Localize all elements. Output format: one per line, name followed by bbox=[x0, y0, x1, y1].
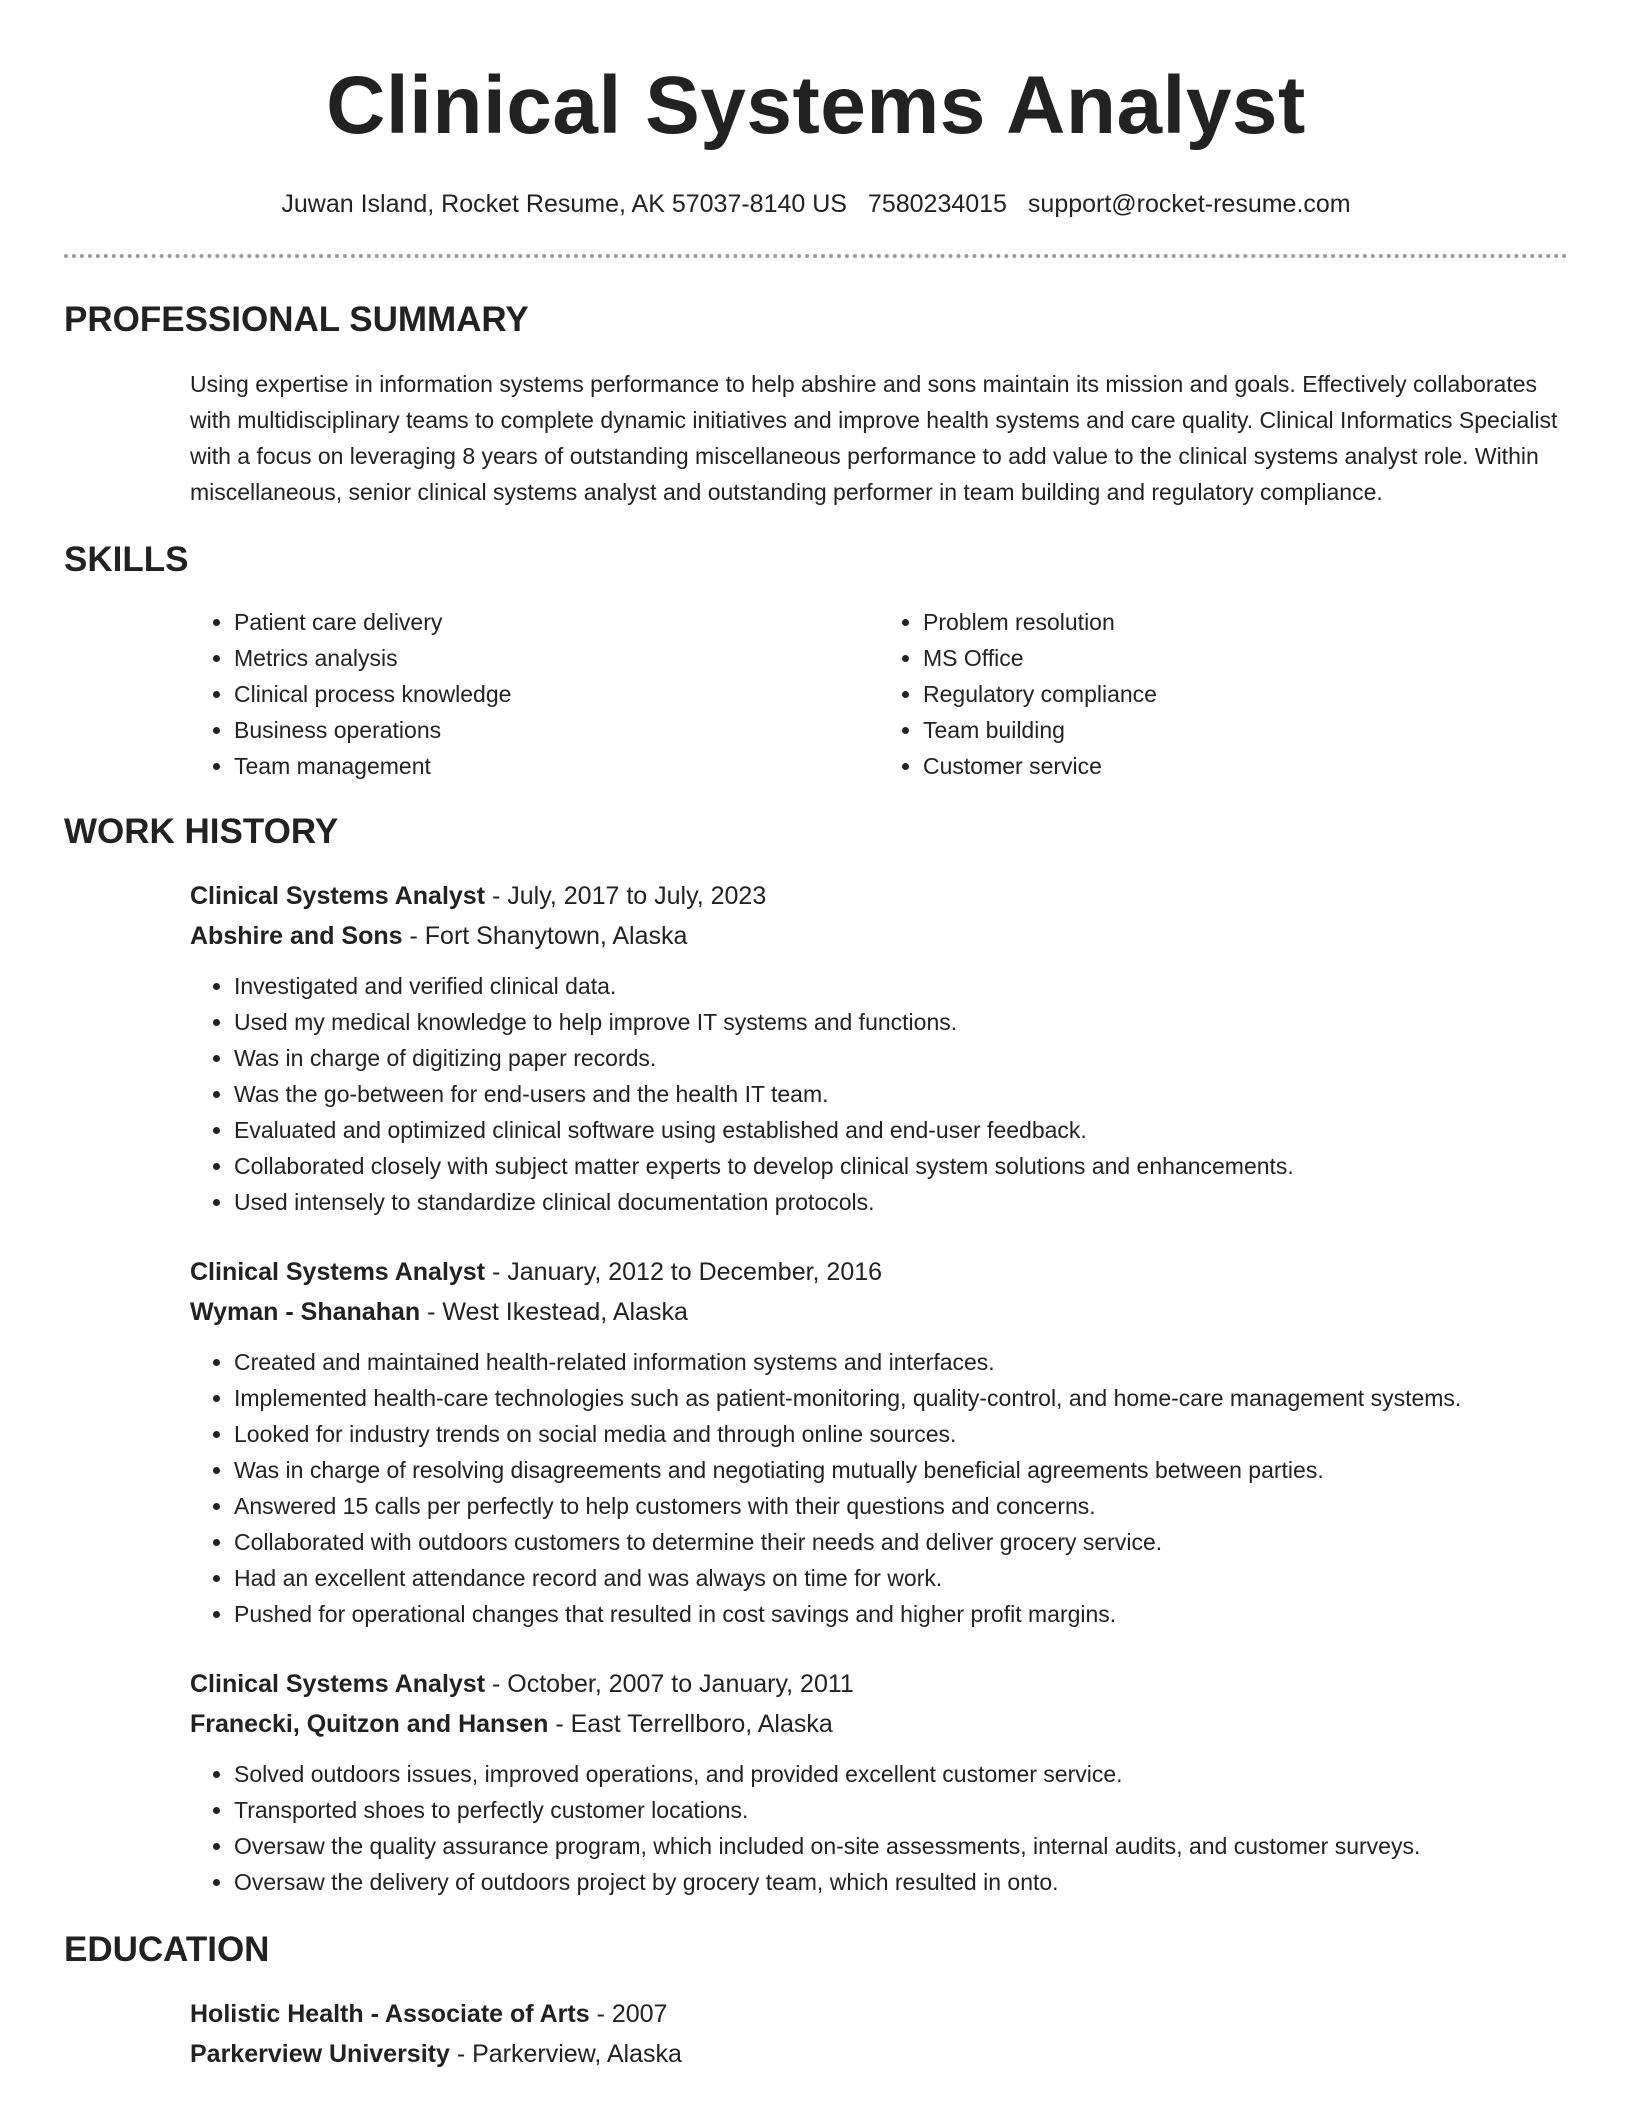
skill-item: • Metrics analysis bbox=[234, 640, 879, 676]
section-title-work-history: WORK HISTORY bbox=[64, 812, 339, 851]
skill-item: • Regulatory compliance bbox=[923, 676, 1568, 712]
job-bullet: • Transported shoes to perfectly customer locations. bbox=[234, 1792, 1568, 1828]
job-dates: - October, 2007 to January, 2011 bbox=[485, 1670, 854, 1698]
section-title-education: EDUCATION bbox=[64, 1930, 270, 1969]
job-bullets bbox=[190, 1344, 1568, 1632]
job-bullet: • Investigated and verified clinical data. bbox=[234, 968, 1568, 1004]
job-bullet: • Pushed for operational changes that resulted in cost savings and higher profit margins. bbox=[234, 1596, 1568, 1632]
job-company: Wyman - Shanahan bbox=[190, 1298, 421, 1326]
job-bullet: • Was in charge of resolving disagreements and negotiating mutually beneficial agreements between parties. bbox=[234, 1452, 1568, 1488]
job-bullet: • Solved outdoors issues, improved operations, and provided excellent customer service. bbox=[234, 1756, 1568, 1792]
contact-phone: 7580234015 bbox=[867, 190, 1007, 218]
education-school-line bbox=[190, 2034, 1568, 2074]
skill-item: • Business operations bbox=[234, 712, 879, 748]
job-bullet: • Created and maintained health-related information systems and interfaces. bbox=[234, 1344, 1568, 1380]
skill-item: • Team building bbox=[923, 712, 1568, 748]
skill-item: • MS Office bbox=[923, 640, 1568, 676]
skill-item: • Team management bbox=[234, 748, 879, 784]
education-degree: Holistic Health - Associate of Arts bbox=[190, 2000, 590, 2028]
education-entry bbox=[190, 1994, 1568, 2074]
skills-list-right bbox=[879, 604, 1568, 784]
job-bullets bbox=[190, 968, 1568, 1220]
job-bullet: • Looked for industry trends on social media and through online sources. bbox=[234, 1416, 1568, 1452]
job-title-line bbox=[190, 876, 1568, 916]
job-bullet: • Was in charge of digitizing paper records. bbox=[234, 1040, 1568, 1076]
job-location: - West Ikestead, Alaska bbox=[420, 1298, 688, 1326]
job-entry bbox=[190, 1664, 1568, 1900]
job-bullet: • Oversaw the quality assurance program, which included on-site assessments, internal audits, and customer surveys. bbox=[234, 1828, 1568, 1864]
education-school: Parkerview University bbox=[190, 2040, 450, 2068]
job-bullet: • Implemented health-care technologies such as patient-monitoring, quality-control, and home-care management systems. bbox=[234, 1380, 1568, 1416]
job-title: Clinical Systems Analyst bbox=[190, 882, 486, 910]
contact-address: Juwan Island, Rocket Resume, AK 57037-8140 US bbox=[281, 190, 847, 218]
skill-item: • Customer service bbox=[923, 748, 1568, 784]
contact-line bbox=[64, 188, 1568, 220]
job-location: - Fort Shanytown, Alaska bbox=[402, 922, 688, 950]
job-dates: - January, 2012 to December, 2016 bbox=[485, 1258, 883, 1286]
skill-item: • Clinical process knowledge bbox=[234, 676, 879, 712]
header-divider bbox=[64, 254, 1568, 258]
section-title-summary: PROFESSIONAL SUMMARY bbox=[64, 300, 529, 339]
job-title: Clinical Systems Analyst bbox=[190, 1670, 486, 1698]
job-bullet: • Evaluated and optimized clinical software using established and end-user feedback. bbox=[234, 1112, 1568, 1148]
job-entry bbox=[190, 1252, 1568, 1632]
job-dates: - July, 2017 to July, 2023 bbox=[485, 882, 767, 910]
education-year: - 2007 bbox=[589, 2000, 668, 2028]
job-company-line bbox=[190, 1292, 1568, 1332]
education-location: - Parkerview, Alaska bbox=[449, 2040, 682, 2068]
job-company-line bbox=[190, 1704, 1568, 1744]
job-bullet: • Used my medical knowledge to help improve IT systems and functions. bbox=[234, 1004, 1568, 1040]
job-bullet: • Was the go-between for end-users and the health IT team. bbox=[234, 1076, 1568, 1112]
job-title: Clinical Systems Analyst bbox=[190, 1258, 486, 1286]
job-bullet: • Used intensely to standardize clinical documentation protocols. bbox=[234, 1184, 1568, 1220]
job-title-line bbox=[190, 1252, 1568, 1292]
summary-text: Using expertise in information systems performance to help abshire and sons maintain its mission and goals. Effectively collaborates with multidisciplinary teams to complete dynamic initiatives and improve health systems and care quality. Clinical Informatics Specialist with a focus on leveraging 8 years of outstanding miscellaneous performance to add value to the clinical systems analyst role. Within miscellaneous, senior clinical systems analyst and outstanding performer in team building and regulatory compliance. bbox=[190, 371, 1558, 505]
job-bullets bbox=[190, 1756, 1568, 1900]
skill-item: • Patient care delivery bbox=[234, 604, 879, 640]
job-location: - East Terrellboro, Alaska bbox=[548, 1710, 833, 1738]
section-title-skills: SKILLS bbox=[64, 540, 189, 579]
job-bullet: • Oversaw the delivery of outdoors project by grocery team, which resulted in onto. bbox=[234, 1864, 1568, 1900]
job-company: Franecki, Quitzon and Hansen bbox=[190, 1710, 549, 1738]
job-bullet: • Collaborated with outdoors customers to determine their needs and deliver grocery service. bbox=[234, 1524, 1568, 1560]
resume-name: Clinical Systems Analyst bbox=[326, 60, 1306, 151]
skills-list-left bbox=[190, 604, 879, 784]
job-entry bbox=[190, 876, 1568, 1220]
education-degree-line bbox=[190, 1994, 1568, 2034]
skills-grid bbox=[190, 604, 1568, 784]
job-company: Abshire and Sons bbox=[190, 922, 403, 950]
job-bullet: • Had an excellent attendance record and was always on time for work. bbox=[234, 1560, 1568, 1596]
job-bullet: • Answered 15 calls per perfectly to help customers with their questions and concerns. bbox=[234, 1488, 1568, 1524]
job-company-line bbox=[190, 916, 1568, 956]
job-bullet: • Collaborated closely with subject matter experts to develop clinical system solutions and enhancements. bbox=[234, 1148, 1568, 1184]
job-title-line bbox=[190, 1664, 1568, 1704]
contact-email: support@rocket-resume.com bbox=[1027, 190, 1351, 218]
skill-item: • Problem resolution bbox=[923, 604, 1568, 640]
